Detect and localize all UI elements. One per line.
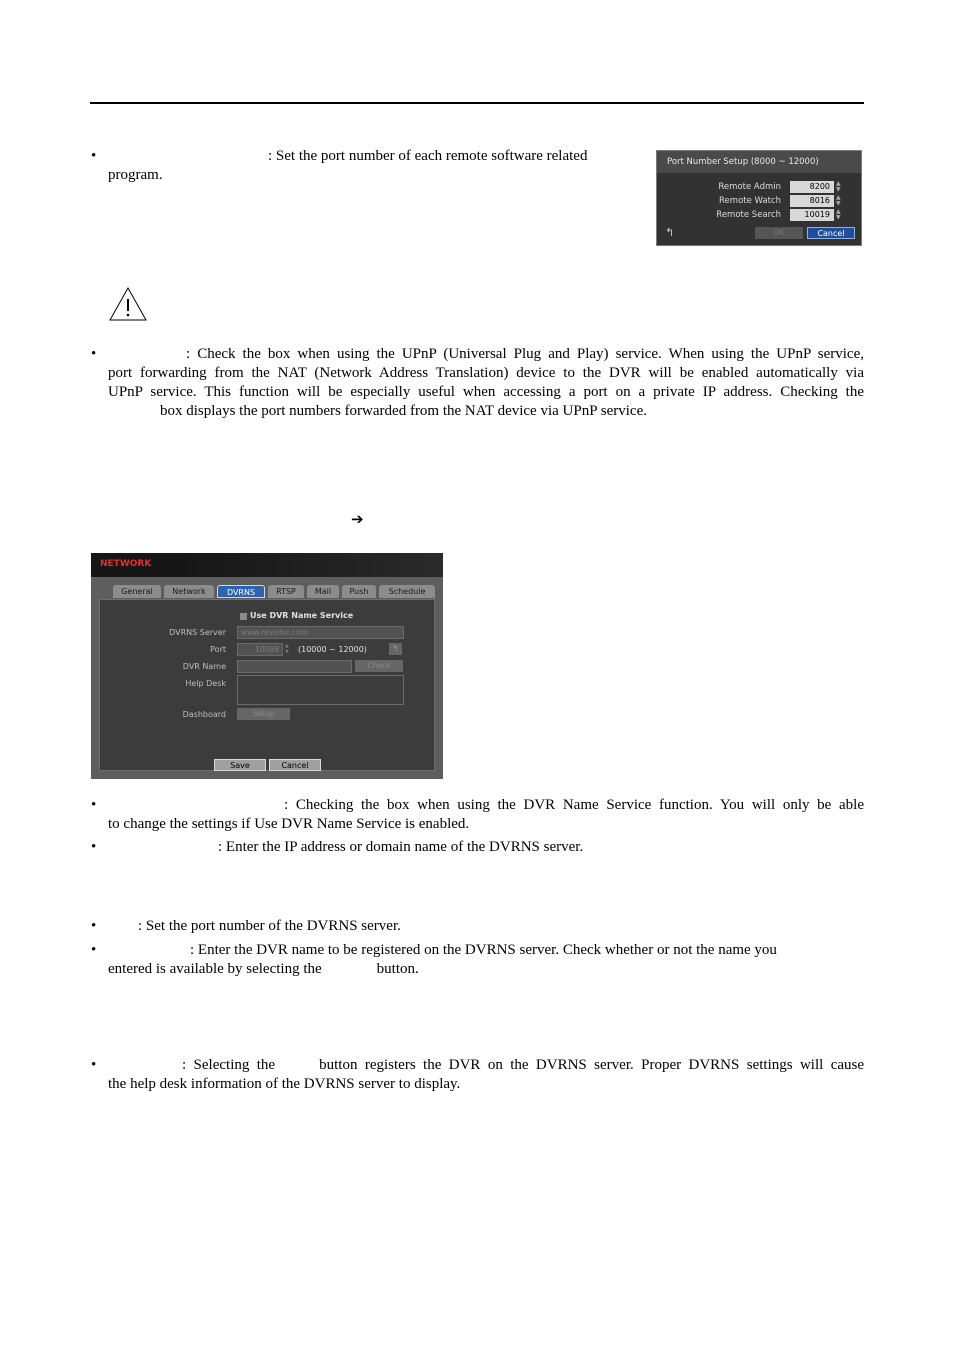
dvr-name-desc-line2 [108, 960, 864, 979]
spinner-icon[interactable]: ▲ ▼ [836, 194, 841, 207]
setup-button[interactable]: Setup [237, 708, 290, 720]
dvrns-server-field[interactable]: www.revodvr.com [237, 626, 404, 639]
back-icon[interactable]: ↰ [665, 226, 675, 239]
remote-watch-row [657, 195, 861, 208]
dashboard-desc-line1 [108, 1056, 864, 1075]
upnp-line4: box displays the port numbers forwarded from the NAT device via UPnP service. [160, 403, 647, 419]
port-setup-desc-line1: : Set the port number of each remote software related [268, 148, 588, 164]
port-range: (10000 ~ 12000) [298, 645, 367, 654]
port-setup-desc-line2: program. [108, 167, 163, 183]
header-rule [90, 102, 864, 104]
dvr-name-field[interactable] [237, 660, 352, 673]
spinner-icon[interactable]: ▲ ▼ [836, 180, 841, 193]
remote-watch-port-field[interactable]: 8016 [790, 195, 834, 207]
network-dvrns-dialog [91, 553, 443, 779]
upnp-line2: port forwarding from the NAT (Network Address Translation) device to the DVR will be enabled automatically via [108, 365, 864, 381]
caution-icon [108, 286, 148, 322]
dvr-name-desc-line2a: entered is available by selecting the [108, 961, 322, 977]
remote-watch-label: Remote Watch [719, 196, 781, 206]
upnp-line3: UPnP service. This function will be especially useful when accessing a port on a private IP address. Checking the [108, 384, 864, 400]
check-button[interactable]: Check [355, 660, 403, 672]
use-dvrns-desc-line2: to change the settings if Use DVR Name Service is enabled. [108, 816, 470, 832]
port-field[interactable]: 10088 [237, 643, 283, 656]
dashboard-desc-line1b: button registers the DVR on the DVRNS server. Proper DVRNS settings will cause [319, 1057, 865, 1073]
port-setup-bullet [91, 147, 628, 185]
ok-button[interactable]: OK [755, 227, 803, 239]
remote-search-row [657, 209, 861, 222]
upnp-line1: : Check the box when using the UPnP (Universal Plug and Play) service. When using the UPnP service, [186, 346, 864, 362]
bullet: • [91, 148, 97, 164]
tab-schedule[interactable]: Schedule [379, 585, 435, 598]
tab-network[interactable]: Network [164, 585, 214, 598]
use-dvrns-bullet [91, 796, 864, 834]
port-number-setup-dialog [656, 150, 862, 246]
dashboard-desc-line2: the help desk information of the DVRNS server to display. [108, 1076, 461, 1092]
dashboard-desc-line1a: : Selecting the [182, 1057, 276, 1073]
dashboard-label: Dashboard [182, 710, 226, 719]
bullet: • [91, 839, 97, 855]
spinner-icon[interactable]: ▲ ▼ [836, 208, 841, 221]
help-desk-field [237, 675, 404, 705]
port-desc: : Set the port number of the DVRNS server. [138, 918, 401, 934]
dashboard-bullet [91, 1056, 865, 1094]
use-dvrns-checkbox[interactable] [240, 613, 247, 620]
tab-mail[interactable]: Mail [307, 585, 339, 598]
remote-admin-row [657, 181, 861, 194]
cancel-button[interactable]: Cancel [807, 227, 855, 239]
bullet: • [91, 1057, 97, 1073]
bullet: • [91, 797, 97, 813]
remote-search-label: Remote Search [716, 210, 781, 220]
bullet: • [91, 346, 97, 362]
dvr-name-label: DVR Name [182, 662, 226, 671]
use-dvrns-label: Use DVR Name Service [250, 611, 354, 620]
undo-icon[interactable]: ↰ [389, 643, 402, 655]
help-desk-label: Help Desk [185, 679, 226, 688]
remote-admin-label: Remote Admin [718, 182, 781, 192]
tab-general[interactable]: General [113, 585, 161, 598]
port-label: Port [210, 645, 226, 654]
spinner-icon[interactable]: ▲ ▼ [285, 643, 289, 655]
arrow-icon: ➔ [351, 510, 364, 528]
use-dvrns-desc-line1: : Checking the box when using the DVR Name Service function. You will only be able [284, 797, 864, 813]
dvr-name-desc-line2b: button. [376, 961, 419, 977]
bullet: • [91, 918, 97, 934]
remote-search-port-field[interactable]: 10019 [790, 209, 834, 221]
dialog-title: Port Number Setup (8000 ~ 12000) [657, 151, 861, 173]
remote-admin-port-field[interactable]: 8200 [790, 181, 834, 193]
upnp-bullet [91, 345, 864, 421]
dvr-name-desc-line1: : Enter the DVR name to be registered on the DVRNS server. Check whether or not the name you [190, 942, 777, 958]
port-bullet [91, 917, 864, 936]
save-button[interactable]: Save [214, 759, 266, 771]
dvrns-server-desc: : Enter the IP address or domain name of the DVRNS server. [218, 839, 584, 855]
dialog-title: NETWORK [100, 559, 152, 569]
dialog-header [91, 553, 443, 577]
cancel-button[interactable]: Cancel [269, 759, 321, 771]
dvrns-server-label: DVRNS Server [169, 628, 226, 637]
dvrns-server-bullet [91, 838, 864, 857]
tab-push[interactable]: Push [342, 585, 376, 598]
tab-dvrns[interactable]: DVRNS [217, 585, 265, 598]
bullet: • [91, 942, 97, 958]
dvr-name-bullet [91, 941, 864, 979]
tab-rtsp[interactable]: RTSP [268, 585, 304, 598]
